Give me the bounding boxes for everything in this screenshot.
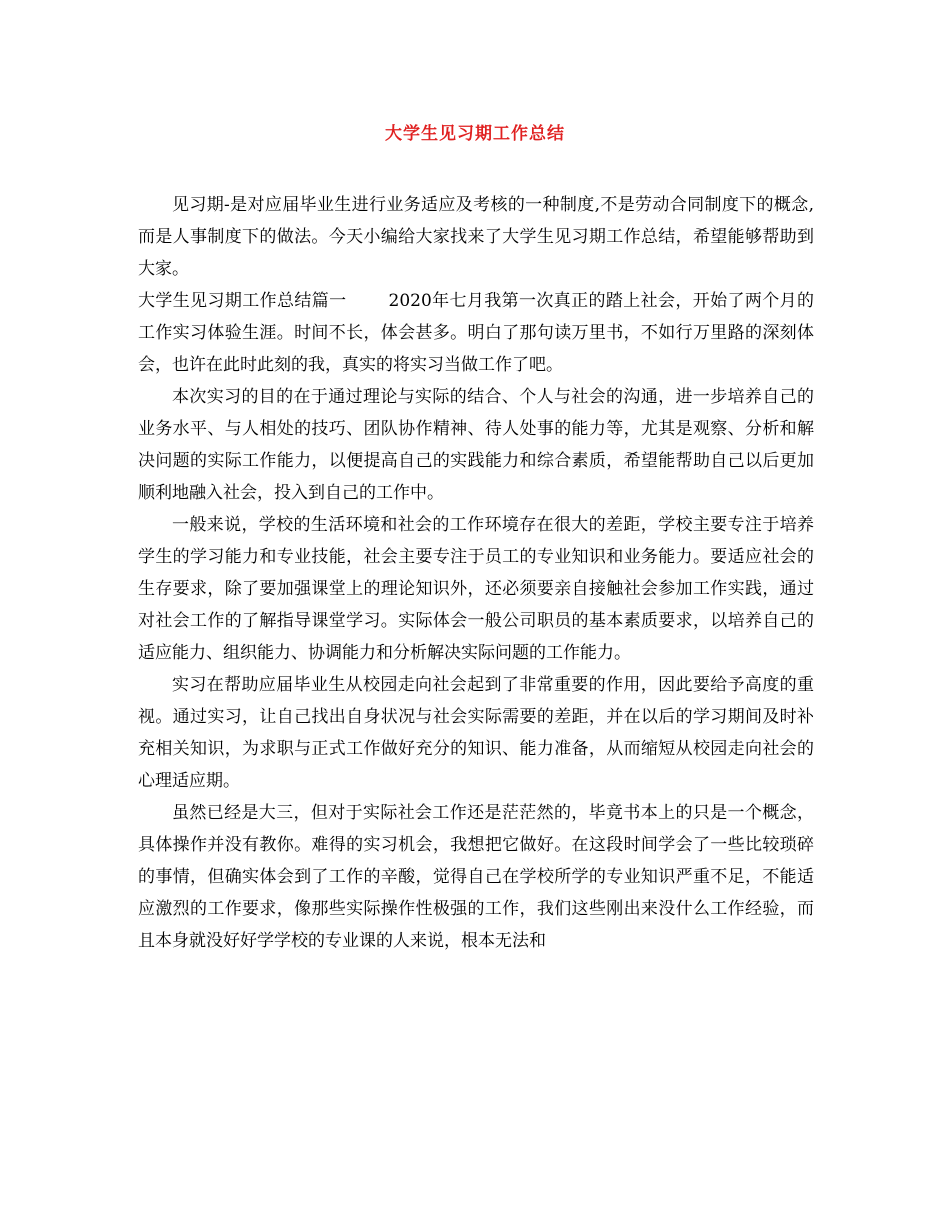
body-paragraph: 本次实习的目的在于通过理论与实际的结合、个人与社会的沟通，进一步培养自己的业务水平、与人相处的技巧、团队协作精神、待人处事的能力等，尤其是观察、分析和解决问题的实际工作能力，以便提高自己的实践能力和综合素质，希望能帮助自己以后更加顺利地融入社会，投入到自己的工作中。 [138, 387, 814, 503]
document-title: 大学生见习期工作总结 [385, 124, 565, 144]
body-paragraph: 虽然已经是大三，但对于实际社会工作还是茫茫然的，毕竟书本上的只是一个概念，具体操作并没有教你。难得的实习机会，我想把它做好。在这段时间学会了一些比较琐碎的事情，但确实体会到了工作的辛酸，觉得自己在学校所学的专业知识严重不足，不能适应激烈的工作要求，像那些实际操作性极强的工作，我们这些刚出来没什么工作经验，而且本身就没好好学学校的专业课的人来说，根本无法和 [138, 803, 814, 951]
intro-paragraph: 见习期-是对应届毕业生进行业务适应及考核的一种制度,不是劳动合同制度下的概念,而是人事制度下的做法。今天小编给大家找来了大学生见习期工作总结，希望能够帮助到大家。 [138, 195, 814, 279]
section-paragraph [138, 285, 814, 381]
section-heading: 大学生见习期工作总结篇一 [138, 291, 347, 311]
document-body [138, 189, 814, 957]
section-first-paragraph: 2020年七月我第一次真正的踏上社会，开始了两个月的工作实习体验生涯。时间不长，体会甚多。明白了那句读万里书，不如行万里路的深刻体会，也许在此时此刻的我，真实的将实习当做工作了吧。 [138, 291, 815, 375]
body-paragraph: 一般来说，学校的生活环境和社会的工作环境存在很大的差距，学校主要专注于培养学生的学习能力和专业技能，社会主要专注于员工的专业知识和业务能力。要适应社会的生存要求，除了要加强课堂上的理论知识外，还必须要亲自接触社会参加工作实践，通过对社会工作的了解指导课堂学习。实际体会一般公司职员的基本素质要求，以培养自己的适应能力、组织能力、协调能力和分析解决实际问题的工作能力。 [138, 515, 814, 663]
body-paragraph: 实习在帮助应届毕业生从校园走向社会起到了非常重要的作用，因此要给予高度的重视。通过实习，让自己找出自身状况与社会实际需要的差距，并在以后的学习期间及时补充相关知识，为求职与正式工作做好充分的知识、能力准备，从而缩短从校园走向社会的心理适应期。 [138, 675, 814, 791]
